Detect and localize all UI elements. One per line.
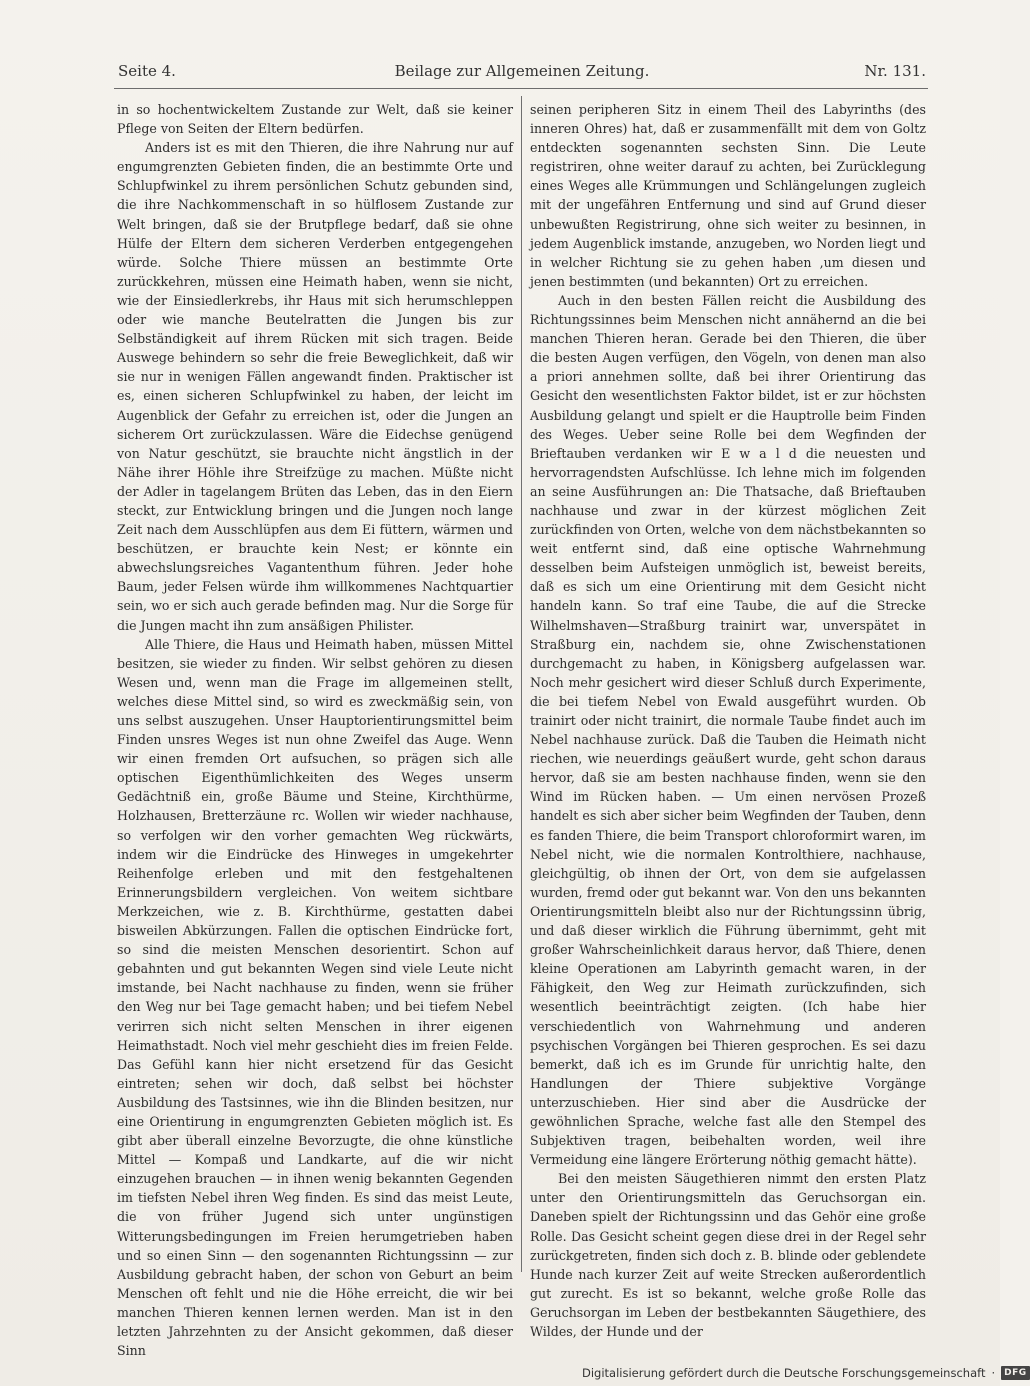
paragraph: Auch in den besten Fällen reicht die Ausbildung des Richtungssinnes beim Menschen nicht annähernd an die bei manchen Thieren heran. Gerade bei den Thieren, die über die besten Augen verfügen, den Vögeln, von denen man also a priori annehmen sollte, daß bei ihrer Orientirung das Gesicht den wesentlichsten Faktor bildet, ist er zur höchsten Ausbildung gelangt und spielt er die Hauptrolle beim Finden des Weges. Ueber seine Rolle bei dem Wegfinden der Brieftauben verdanken wir E w a l d die neuesten und hervorragendsten Aufschlüsse. Ich lehne mich im folgenden an seine Ausführungen an: Die Thatsache, daß Brieftauben nachhause und zwar in der kürzest möglichen Zeit zurückfinden von Orten, welche von dem nächstbekannten so weit entfernt sind, daß eine optische Wahrnehmung desselben beim Aufsteigen unmöglich ist, beweist bereits, daß es sich um eine Orientirung mit dem Gesicht nicht handeln kann. So traf eine Taube, die auf die Strecke Wilhelmshaven—Straßburg trainirt war, unverspätet in Straßburg ein, nachdem sie, ohne Zwischenstationen durchgemacht zu haben, in Königsberg aufgelassen war. Noch mehr gesichert wird dieser Schluß durch Experimente, die bei tiefem Nebel von Ewald ausgeführt wurden. Ob trainirt oder nicht trainirt, die normale Taube findet auch im Nebel nachhause zurück. Daß die Tauben die Heimath nicht riechen, wie neuerdings geäußert wurde, geht schon daraus hervor, daß sie am besten nachhause finden, wenn sie den Wind im Rücken haben. — Um einen nervösen Prozeß handelt es sich aber sicher beim Wegfinden der Tauben, denn es fanden Thiere, die beim Transport chloroformirt waren, im Nebel nicht, wie die normalen Kontrolthiere, nachhause, gleichgültig, ob ihnen der Ort, von dem sie aufgelassen wurden, fremd oder gut bekannt war. Von den uns bekannten Orientirungsmitteln bleibt also nur der Richtungssinn übrig, und daß dieser wirklich die Führung übernimmt, geht mit großer Wahrscheinlichkeit daraus hervor, daß Thiere, denen kleine Operationen am Labyrinth gemacht waren, in der Fähigkeit, den Weg zur Heimath zurückzufinden, sich wesentlich beeinträchtigt zeigten. (Ich habe hier verschiedentlich von Wahrnehmung und anderen psychischen Vorgängen bei Thieren gesprochen. Es sei dazu bemerkt, daß ich es im Grunde für unrichtig halte, den Handlungen der Thiere subjektive Vorgänge unterzuschieben. Hier sind aber die Ausdrücke der gewöhnlichen Sprache, welche fast alle den Stempel des Subjektiven tragen, beibehalten worden, weil ihre Vermeidung eine längere Erörterung nöthig gemacht hätte). <box>530 292 926 1168</box>
paragraph: Bei den meisten Säugethieren nimmt den ersten Platz unter den Orientirungsmitteln das Geruchsorgan ein. Daneben spielt der Richtungssinn und das Gehör eine große Rolle. Das Gesicht scheint gegen diese drei in der Regel sehr zurückgetreten, finden sich doch z. B. blinde oder geblendete Hunde nach kurzer Zeit auf weite Strecken außerordentlich gut zurecht. Es ist so bekannt, welche große Rolle das Geruchsorgan im Leben der bestbekannten Säugethiere, des Wildes, der Hunde und der <box>530 1171 926 1339</box>
supplement-title: Beilage zur Allgemeinen Zeitung. <box>394 62 650 80</box>
paragraph: in so hochentwickeltem Zustande zur Welt, daß sie keiner Pflege von Seiten der Eltern bedürfen. <box>117 102 513 137</box>
paragraph: Alle Thiere, die Haus und Heimath haben, müssen Mittel besitzen, sie wieder zu finden. Wir selbst gehören zu diesen Wesen und, wenn man die Frage im allgemeinen stellt, welches diese Mittel sind, so wird es zweckmäßig sein, von uns selbst auszugehen. Unser Hauptorientirungsmittel beim Finden unsres Weges ist nun ohne Zweifel das Auge. Wenn wir einen fremden Ort aufsuchen, so prägen sich alle optischen Eigenthümlichkeiten des Weges unserm Gedächtniß ein, große Bäume und Steine, Kirchthürme, Holzhausen, Bretterzäune rc. Wollen wir wieder nachhause, so verfolgen wir den vorher gemachten Weg rückwärts, indem wir die Eindrücke des Hinweges in umgekehrter Reihenfolge erleben und mit den festgehaltenen Erinnerungsbildern vergleichen. Von weitem sichtbare Merkzeichen, wie z. B. Kirchthürme, gestatten dabei bisweilen Abkürzungen. Fallen die optischen Eindrücke fort, so sind die meisten Menschen desorientirt. Schon auf gebahnten und gut bekannten Wegen sind viele Leute nicht imstande, bei Nacht nachhause zu finden, wenn sie früher den Weg nur bei Tage gemacht haben; und bei tiefem Nebel verirren sich nicht selten Menschen in ihrer eigenen Heimathstadt. Noch viel mehr geschieht dies im freien Felde. Das Gefühl kann hier nicht ersetzend für das Gesicht eintreten; sehen wir doch, daß selbst bei höchster Ausbildung des Tastsinnes, wie ihn die Blinden besitzen, nur eine Orientirung in engumgrenzten Gebieten möglich ist. Es gibt aber überall einzelne Bevorzugte, die ohne künstliche Mittel — Kompaß und Landkarte, auf die wir nicht einzugehen brauchen — in ihnen wenig bekannten Gegenden im tiefsten Nebel ihren Weg finden. Es sind das meist Leute, die von früher Jugend sich unter ungünstigen Witterungsbedingungen im Freien herumgetrieben haben und so einen Sinn — den sogenannten Richtungssinn — zur Ausbildung gebracht haben, der schon von Geburt an beim Menschen oft fehlt und nie die Höhe erreicht, die wir bei manchen Thieren kennen lernen werden. Man ist in den letzten Jahrzehnten zu der Ansicht gekommen, daß dieser Sinn <box>117 636 513 1359</box>
column-divider <box>521 96 522 1272</box>
paragraph: seinen peripheren Sitz in einem Theil des Labyrinths (des inneren Ohres) hat, daß er zusammenfällt mit dem von Goltz entdeckten sogenannten sechsten Sinn. Die Leute registriren, ohne weiter darauf zu achten, bei Zurücklegung eines Weges alle Krümmungen und Schlängelungen zugleich mit der ungefähren Entfernung und sind auf Grund dieser unbewußten Registrirung, ohne sich weiter zu besinnen, in jedem Augenblick imstande, anzugeben, wo Norden liegt und in welcher Richtung sie zu gehen haben ,um diesen und jenen bestimmten (und bekannten) Ort zu erreichen. <box>530 102 926 289</box>
page-header <box>118 62 926 86</box>
credit-text: Digitalisierung gefördert durch die Deutsche Forschungsgemeinschaft <box>582 1366 986 1380</box>
issue-number: Nr. 131. <box>864 62 926 80</box>
header-rule <box>114 88 928 89</box>
paragraph: Anders ist es mit den Thieren, die ihre Nahrung nur auf engumgrenzten Gebieten finden, die an bestimmte Orte und Schlupfwinkel zu ihrem persönlichen Schutz gebunden sind, die ihre Nachkommenschaft in so hülflosem Zustande zur Welt bringen, daß sie der Brutpflege bedarf, daß sie ohne Hülfe der Eltern dem sicheren Verderben entgegengehen würde. Solche Thiere müssen an bestimmte Orte zurückkehren, müssen eine Heimath haben, wenn sie nicht, wie der Einsiedlerkrebs, ihr Haus mit sich herumschleppen oder wie manche Beutelratten die Jungen bis zur Selbständigkeit auf ihrem Rücken mit sich tragen. Beide Auswege behindern so sehr die freie Beweglichkeit, daß wir sie nur in wenigen Fällen angewandt finden. Praktischer ist es, einen sicheren Schlupfwinkel zu haben, der leicht im Augenblick der Gefahr zu erreichen ist, oder die Jungen an sicherem Ort zurückzulassen. Wäre die Eidechse genügend von Natur geschützt, sie brauchte nicht ängstlich in der Nähe ihrer Höhle ihre Streifzüge zu machen. Müßte nicht der Adler in tagelangem Brüten das Leben, das in den Eiern steckt, zur Entwicklung bringen und die Jungen noch lange Zeit nach dem Ausschlüpfen aus dem Ei füttern, wärmen und beschützen, er brauchte kein Nest; er könnte ein abwechslungsreiches Vagantenthum führen. Jeder hohe Baum, jeder Felsen würde ihm willkommenes Nachtquartier sein, wo er sich auch gerade befinden mag. Nur die Sorge für die Jungen macht ihn zum ansäßigen Philister. <box>117 140 513 633</box>
right-column <box>530 100 926 1341</box>
left-column <box>117 100 513 1360</box>
dfg-logo-icon: DFG <box>1001 1366 1030 1380</box>
page-number: Seite 4. <box>118 62 176 80</box>
digitization-credit <box>582 1364 1027 1382</box>
separator-dot: · <box>991 1366 996 1380</box>
